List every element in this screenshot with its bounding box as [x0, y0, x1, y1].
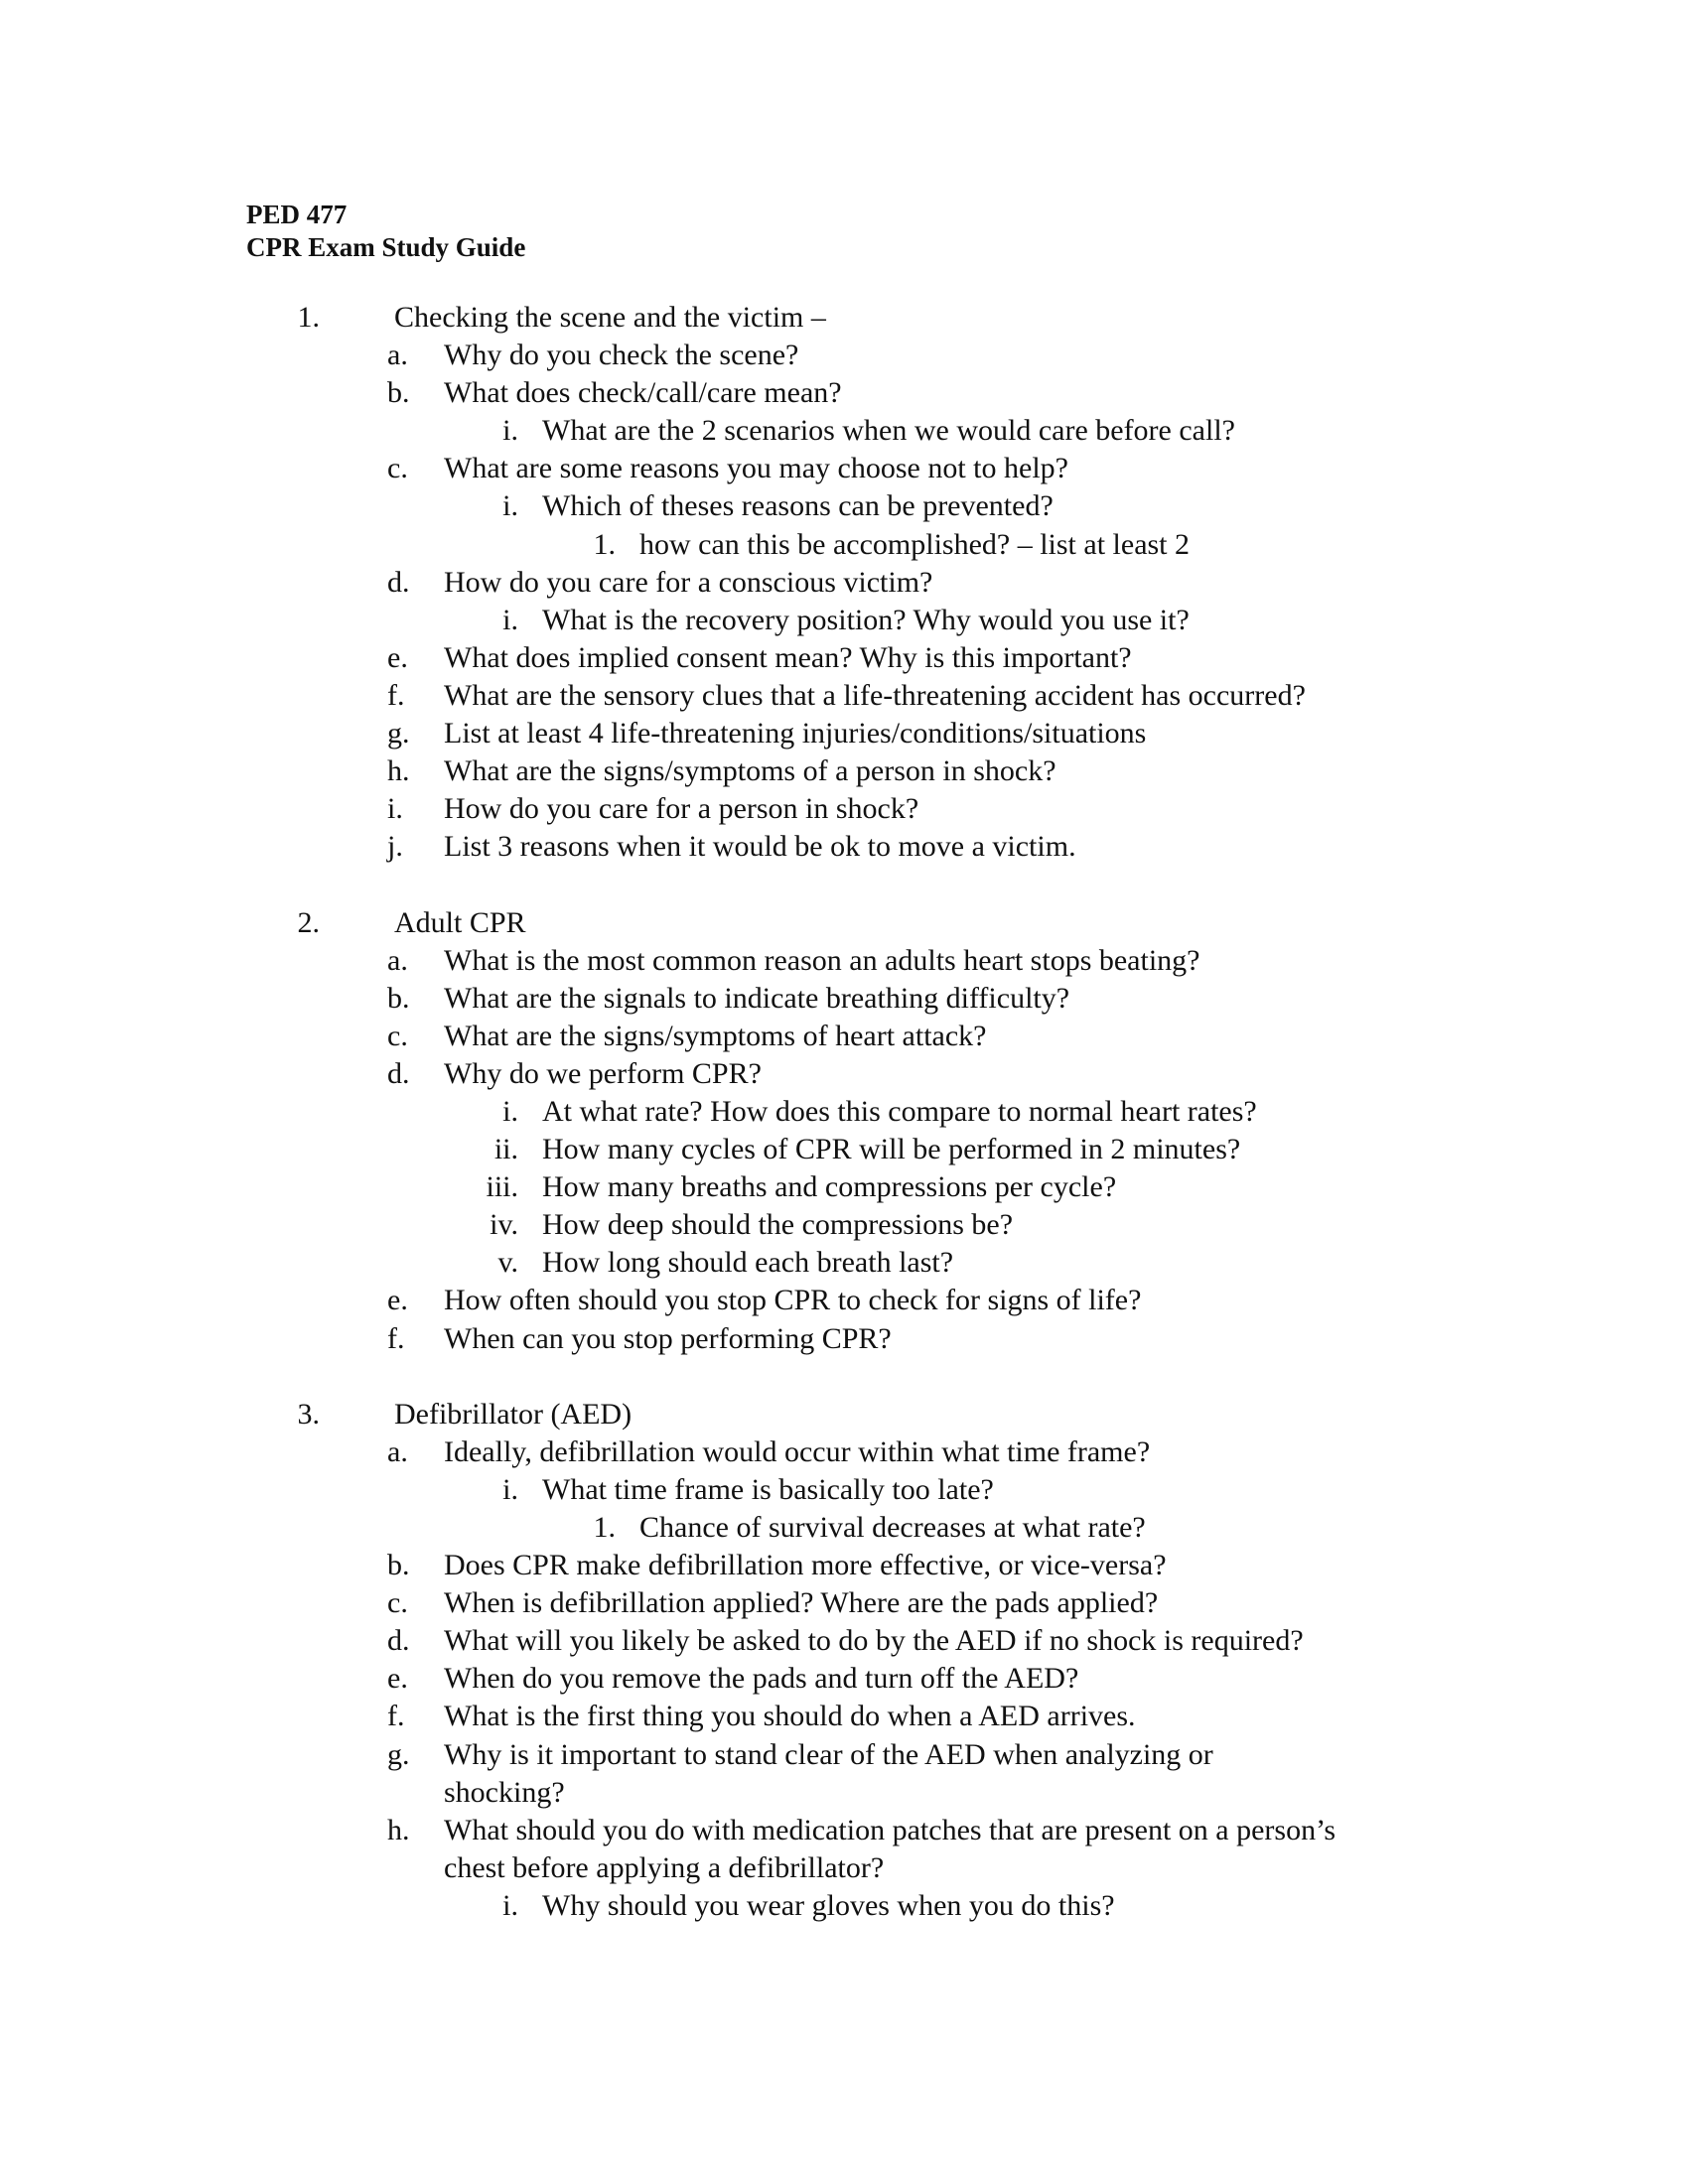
list-item: [0, 374, 1688, 412]
item-marker: e.: [387, 640, 408, 674]
item-text: How deep should the compressions be?: [542, 1208, 1014, 1242]
item-marker: d.: [387, 1056, 410, 1090]
item-marker: f.: [387, 1321, 405, 1355]
item-text: Why do we perform CPR?: [444, 1056, 762, 1090]
list-item: [0, 1698, 1688, 1735]
item-marker: g.: [387, 1737, 410, 1771]
item-marker: iv.: [490, 1208, 518, 1242]
item-marker: d.: [387, 1624, 410, 1658]
list-item: [0, 1018, 1688, 1055]
item-text: What are the signals to indicate breathing difficulty?: [444, 981, 1070, 1015]
item-marker: e.: [387, 1662, 408, 1696]
item-marker: i.: [502, 1094, 518, 1128]
list-item: [0, 1244, 1688, 1282]
item-marker: c.: [387, 452, 408, 485]
item-marker: a.: [387, 943, 408, 977]
list-item: [0, 828, 1688, 866]
item-marker: i.: [502, 1888, 518, 1922]
item-text: What is the recovery position? Why would you use it?: [542, 603, 1190, 636]
list-item: [0, 715, 1688, 752]
section-title: Checking the scene and the victim –: [394, 301, 826, 334]
list-item: [0, 337, 1688, 374]
item-marker: j.: [387, 830, 403, 864]
item-text: What are the 2 scenarios when we would care before call?: [542, 414, 1235, 448]
item-marker: a.: [387, 339, 408, 372]
item-text: List at least 4 life-threatening injuries/conditions/situations: [444, 717, 1147, 751]
list-item: [0, 790, 1688, 828]
section-title: Defibrillator (AED): [394, 1397, 633, 1431]
list-item: [0, 980, 1688, 1018]
item-marker: i.: [387, 792, 403, 826]
item-text: What does check/call/care mean?: [444, 376, 842, 410]
list-item: [0, 450, 1688, 487]
item-marker: v.: [497, 1246, 518, 1280]
section-number: 3.: [297, 1397, 320, 1431]
item-marker: b.: [387, 981, 410, 1015]
list-item: [0, 1055, 1688, 1093]
list-item: [0, 1547, 1688, 1584]
item-marker: ii.: [493, 1133, 518, 1166]
list-item: [0, 1206, 1688, 1244]
item-marker: i.: [502, 1472, 518, 1506]
item-marker: i.: [502, 603, 518, 636]
item-marker: b.: [387, 1549, 410, 1582]
list-item: [0, 1471, 1688, 1509]
section-title: Adult CPR: [394, 905, 526, 939]
list-item: [0, 1622, 1688, 1660]
item-text: When can you stop performing CPR?: [444, 1321, 892, 1355]
item-marker: d.: [387, 565, 410, 599]
item-marker: iii.: [486, 1170, 518, 1204]
section-heading: [0, 299, 1688, 337]
item-text: How long should each breath last?: [542, 1246, 954, 1280]
list-item: [0, 412, 1688, 450]
list-item: [0, 1812, 1688, 1849]
list-item: [0, 1660, 1688, 1698]
item-marker: c.: [387, 1019, 408, 1052]
section-heading: [0, 1396, 1688, 1433]
item-marker: 1.: [593, 1511, 616, 1544]
list-item: [0, 752, 1688, 790]
list-item: [0, 1320, 1688, 1358]
item-text: How often should you stop CPR to check for signs of life?: [444, 1284, 1142, 1317]
item-text: What are the signs/symptoms of heart attack?: [444, 1019, 987, 1052]
item-marker: f.: [387, 678, 405, 712]
item-text: What will you likely be asked to do by the AED if no shock is required?: [444, 1624, 1304, 1658]
item-text: When do you remove the pads and turn off the AED?: [444, 1662, 1079, 1696]
item-marker: i.: [502, 489, 518, 523]
list-item: [0, 602, 1688, 639]
list-item: [0, 1509, 1688, 1547]
item-marker: g.: [387, 717, 410, 751]
item-text: How do you care for a person in shock?: [444, 792, 919, 826]
item-text: What time frame is basically too late?: [542, 1472, 994, 1506]
item-marker: b.: [387, 376, 410, 410]
item-marker: f.: [387, 1700, 405, 1733]
list-item: [0, 639, 1688, 677]
item-text: What are the sensory clues that a life-threatening accident has occurred?: [444, 678, 1306, 712]
item-text: When is defibrillation applied? Where are the pads applied?: [444, 1586, 1159, 1620]
course-code: PED 477: [246, 200, 348, 229]
list-item: [0, 1131, 1688, 1168]
item-text: shocking?: [444, 1775, 565, 1809]
item-marker: a.: [387, 1434, 408, 1468]
list-item: [0, 1887, 1688, 1925]
item-text: What is the first thing you should do when a AED arrives.: [444, 1700, 1136, 1733]
list-item-continuation: [0, 1849, 1688, 1887]
list-item: [0, 1584, 1688, 1622]
item-marker: h.: [387, 1813, 410, 1846]
item-marker: h.: [387, 754, 410, 788]
item-text: Ideally, defibrillation would occur within what time frame?: [444, 1434, 1151, 1468]
item-text: Which of theses reasons can be prevented?: [542, 489, 1054, 523]
list-item: [0, 1433, 1688, 1471]
list-item: [0, 1282, 1688, 1319]
list-item: [0, 677, 1688, 715]
section-spacer: [0, 1358, 1688, 1396]
item-text: What does implied consent mean? Why is this important?: [444, 640, 1132, 674]
list-item: [0, 1168, 1688, 1206]
list-item: [0, 487, 1688, 525]
document-header: [246, 199, 525, 264]
list-item: [0, 1736, 1688, 1774]
item-text: Why do you check the scene?: [444, 339, 799, 372]
item-text: How many cycles of CPR will be performed in 2 minutes?: [542, 1133, 1241, 1166]
item-text: Why is it important to stand clear of the AED when analyzing or: [444, 1737, 1213, 1771]
item-text: Why should you wear gloves when you do this?: [542, 1888, 1115, 1922]
list-item: [0, 564, 1688, 602]
item-text: How do you care for a conscious victim?: [444, 565, 933, 599]
item-text: What is the most common reason an adults heart stops beating?: [444, 943, 1200, 977]
section-heading: [0, 904, 1688, 942]
list-item: [0, 526, 1688, 564]
section-spacer: [0, 866, 1688, 903]
section-number: 2.: [297, 905, 320, 939]
item-text: How many breaths and compressions per cycle?: [542, 1170, 1117, 1204]
item-text: chest before applying a defibrillator?: [444, 1850, 885, 1884]
item-text: What are some reasons you may choose not to help?: [444, 452, 1068, 485]
study-guide-list: [0, 299, 1688, 1925]
section-number: 1.: [297, 301, 320, 334]
item-text: Does CPR make defibrillation more effective, or vice-versa?: [444, 1549, 1167, 1582]
item-text: At what rate? How does this compare to normal heart rates?: [542, 1094, 1257, 1128]
item-text: What are the signs/symptoms of a person in shock?: [444, 754, 1056, 788]
item-marker: c.: [387, 1586, 408, 1620]
list-item: [0, 1093, 1688, 1131]
item-text: What should you do with medication patches that are present on a person’s: [444, 1813, 1336, 1846]
item-text: how can this be accomplished? – list at least 2: [639, 527, 1191, 561]
document-title: CPR Exam Study Guide: [246, 232, 526, 262]
item-text: Chance of survival decreases at what rate?: [639, 1511, 1146, 1544]
item-marker: i.: [502, 414, 518, 448]
item-marker: 1.: [593, 527, 616, 561]
list-item-continuation: [0, 1774, 1688, 1812]
list-item: [0, 942, 1688, 980]
item-marker: e.: [387, 1284, 408, 1317]
item-text: List 3 reasons when it would be ok to move a victim.: [444, 830, 1076, 864]
